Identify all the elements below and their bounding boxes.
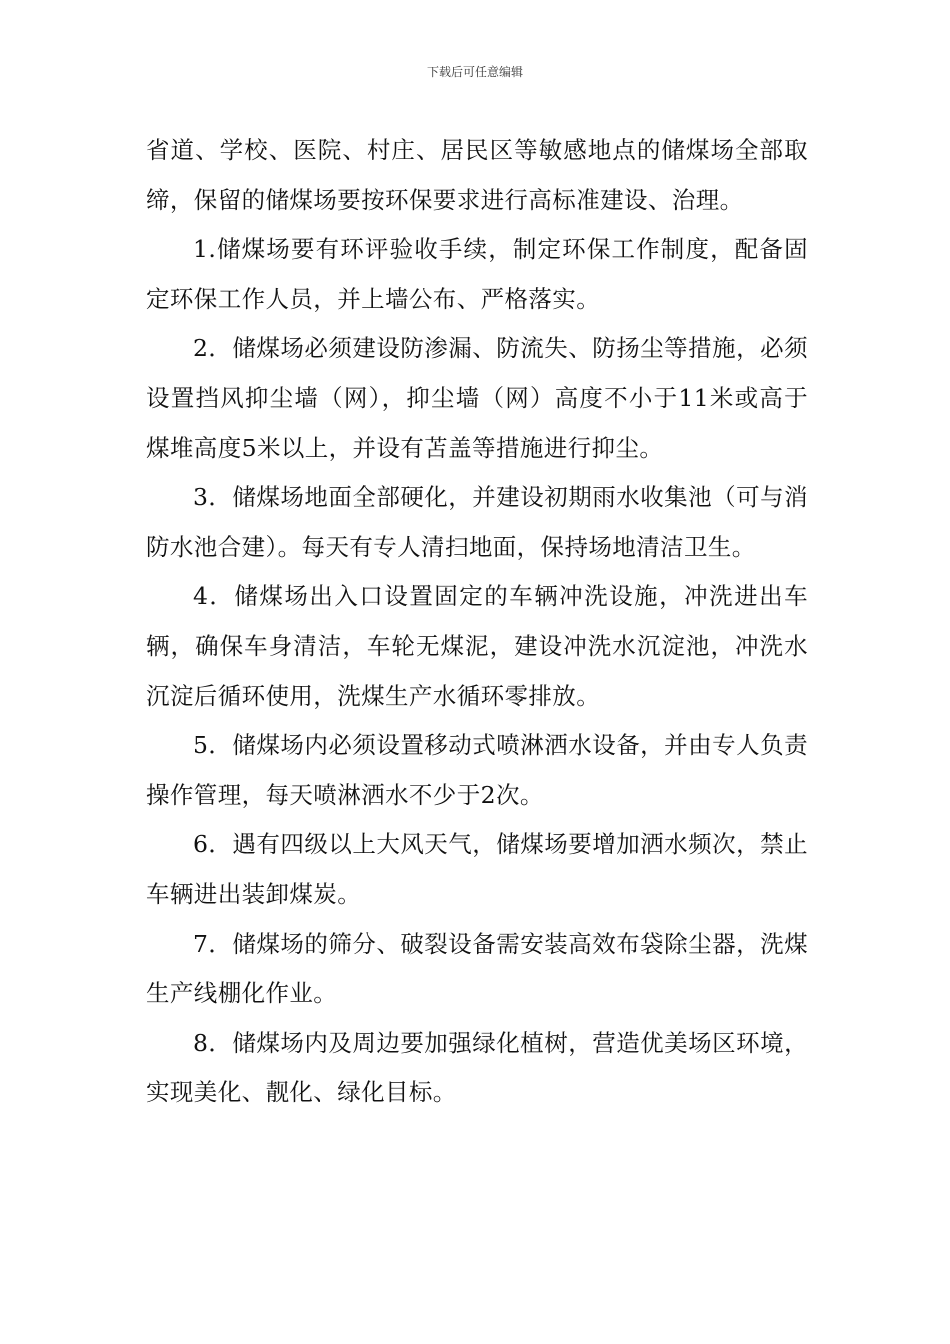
paragraph-item-3: 3．储煤场地面全部硬化，并建设初期雨水收集池（可与消防水池合建）。每天有专人清扫地面，保持场地清洁卫生。	[146, 483, 808, 561]
paragraph-item-8: 8．储煤场内及周边要加强绿化植树，营造优美场区环境，实现美化、靓化、绿化目标。	[146, 1028, 808, 1107]
paragraph-item-4: 4．储煤场出入口设置固定的车辆冲洗设施，冲洗进出车辆，确保车身清洁，车轮无煤泥，建设冲洗水沉淀池，冲洗水沉淀后循环使用，洗煤生产水循环零排放。	[146, 582, 808, 710]
paragraph-item-1: 1.储煤场要有环评验收手续，制定环保工作制度，配备固定环保工作人员，并上墙公布、严格落实。	[146, 235, 808, 313]
page-header: 下载后可任意编辑	[426, 65, 523, 79]
paragraph-item-2: 2．储煤场必须建设防渗漏、防流失、防扬尘等措施，必须设置挡风抑尘墙（网），抑尘墙（网）高度不小于11米或高于煤堆高度5米以上，并设有苫盖等措施进行抑尘。	[146, 334, 808, 462]
paragraph-item-5: 5．储煤场内必须设置移动式喷淋洒水设备，并由专人负责操作管理，每天喷淋洒水不少于2次。	[146, 731, 808, 809]
paragraph-intro: 省道、学校、医院、村庄、居民区等敏感地点的储煤场全部取缔，保留的储煤场要按环保要求进行高标准建设、治理。	[146, 136, 808, 214]
document-body	[146, 126, 808, 1118]
paragraph-item-7: 7．储煤场的筛分、破裂设备需安装高效布袋除尘器，洗煤生产线棚化作业。	[146, 929, 808, 1008]
paragraph-item-6: 6．遇有四级以上大风天气，储煤场要增加洒水频次，禁止车辆进出装卸煤炭。	[146, 830, 808, 908]
